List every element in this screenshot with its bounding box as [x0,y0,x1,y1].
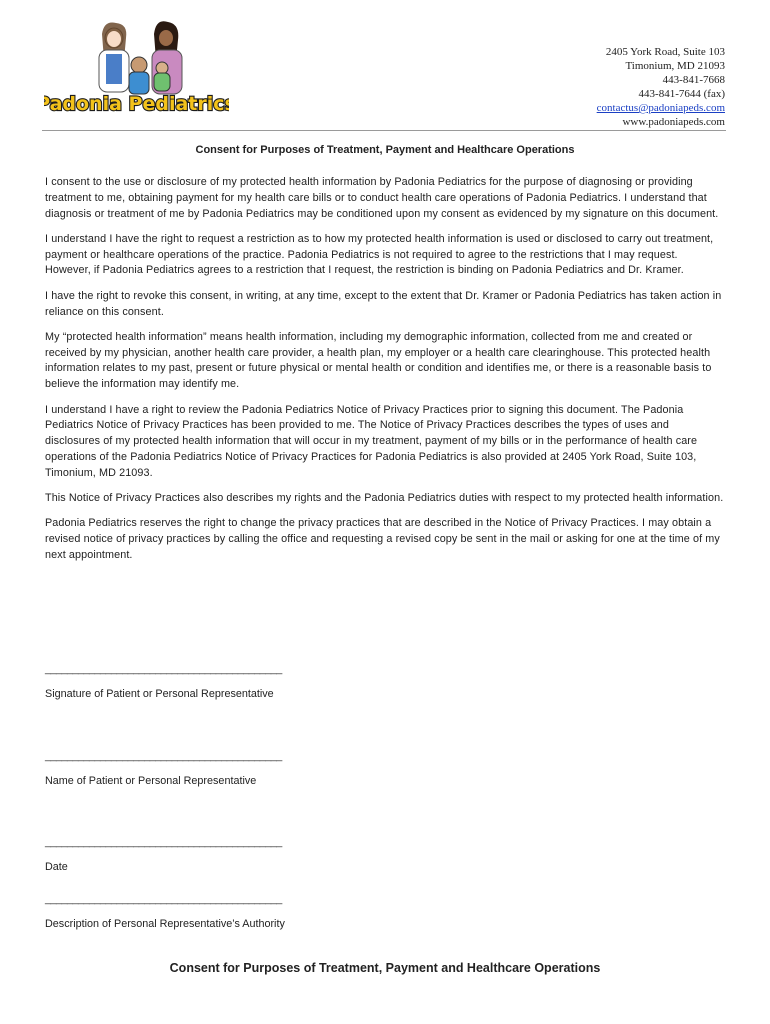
logo-illustration [44,20,229,120]
authority-label: Description of Personal Representative’s Authority [45,918,285,930]
paragraph: My “protected health information” means health information, including my demographic information, collected from me and created or received by my physician, another health care provider, a health plan, my employer or a health care clearinghouse. This protected health information relates to my past, present or future physical or mental health or condition and identifies me, or there is a reasonable basis to believe the information may identify me. [45,330,712,391]
name-label: Name of Patient or Personal Representative [45,775,257,787]
paragraph: This Notice of Privacy Practices also describes my rights and the Padonia Pediatrics duties with respect to my protected health information. [45,492,724,505]
paragraph: I consent to the use or disclosure of my protected health information by Padonia Pediatrics for the purpose of diagnosing or providing treatment to me, obtaining payment for my health care bills or to conduct health care operations of Padonia Pediatrics. I understand that diagnosis or treatment of me by Padonia Pediatrics may be conditioned upon my consent as evidenced by my signature on this document. [45,176,719,220]
name-field[interactable] [45,749,282,788]
contact-address-block [597,45,725,129]
email-link[interactable]: contactus@padoniapeds.com [596,102,725,114]
authority-line[interactable]: ___________________________________________ [45,893,282,905]
header-divider [42,130,726,131]
paragraph: Padonia Pediatrics reserves the right to change the privacy practices that are described in the Notice of Privacy Practices. I may obtain a revised notice of privacy practices by calling the office and requesting a revised copy be sent in the mail or asking for one at the time of my next appointment. [45,517,720,561]
paragraph: I understand I have a right to review the Padonia Pediatrics Notice of Privacy Practices prior to signing this document. The Padonia Pediatrics Notice of Privacy Practices has been provided to me. The Notice of Privacy Practices describes the types of uses and disclosures of my protected health information that will occur in my treatment, payment of my bills or in the performance of health care operations of the Padonia Pediatrics Notice of Privacy Practices for Padonia Pediatrics is also provided at 2405 York Road, Suite 103, Timonium, MD 21093. [45,403,698,479]
date-line[interactable]: ___________________________________________ [45,836,282,848]
website-text: www.padoniapeds.com [622,116,725,128]
signature-line[interactable]: ___________________________________________ [45,663,282,675]
address-line: Timonium, MD 21093 [625,60,725,72]
date-field[interactable] [45,835,282,874]
paragraph: I understand I have the right to request a restriction as to how my protected health information is used or disclosed to carry out treatment, payment or healthcare operations of the practice. Padonia Pediatrics is not required to agree to the restrictions that I may request. However, if Padonia Pediatrics agrees to a restriction that I request, the restriction is binding on Padonia Pediatrics and Dr. Kramer. [45,232,714,277]
signature-label: Signature of Patient or Personal Representative [45,688,274,700]
paragraph: I have the right to revoke this consent, in writing, at any time, except to the extent that Dr. Kramer or Padonia Pediatrics has taken action in reliance on this consent. [45,289,722,318]
document-title: Consent for Purposes of Treatment, Payment and Healthcare Operations [195,144,575,156]
date-label: Date [45,861,68,873]
authority-field[interactable] [45,892,285,931]
fax-line: 443-841-7644 (fax) [638,88,725,100]
logo-wordmark: Padonia Pediatrics [44,93,229,115]
name-line[interactable]: ___________________________________________ [45,750,282,762]
signature-field[interactable] [45,662,282,701]
footer-title: Consent for Purposes of Treatment, Payment and Healthcare Operations [169,961,601,975]
address-line: 2405 York Road, Suite 103 [605,46,725,58]
practice-logo [44,20,229,120]
phone-line: 443-841-7668 [662,74,725,86]
consent-body [45,175,725,573]
